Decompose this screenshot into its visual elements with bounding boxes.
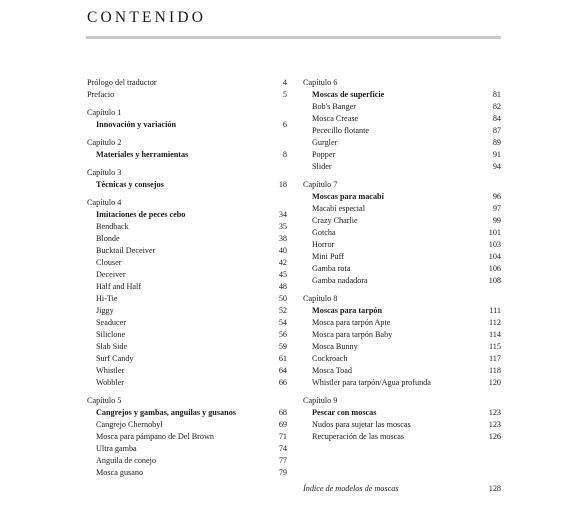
toc-entry-page: 117 <box>489 354 501 363</box>
chapter-number: Capítulo 9 <box>303 396 338 405</box>
toc-entry-page: 103 <box>488 240 501 249</box>
toc-row[interactable] <box>87 209 287 221</box>
toc-row[interactable] <box>87 329 287 341</box>
toc-entry-page: 99 <box>492 216 501 225</box>
toc-row[interactable] <box>87 443 287 455</box>
toc-entry-label: Cangrejo Chernobyl <box>96 420 163 429</box>
toc-entry-label: Índice de modelos de moscas <box>303 484 399 493</box>
toc-entry-page: 6 <box>282 120 287 129</box>
toc-entry-page: 84 <box>492 114 501 123</box>
toc-entry-label: Blonde <box>96 234 120 243</box>
toc-entry-label: Crazy Charlie <box>312 216 358 225</box>
chapter-number: Capítulo 3 <box>87 168 122 177</box>
toc-row[interactable] <box>303 263 501 275</box>
toc-entry-page: 66 <box>278 378 287 387</box>
toc-row[interactable] <box>303 419 501 431</box>
toc-chapter-section <box>303 395 501 443</box>
chapter-number: Capítulo 6 <box>303 78 338 87</box>
toc-entry-page: 71 <box>278 432 287 441</box>
toc-entry-label: Gotcha <box>312 228 336 237</box>
toc-entry-page: 74 <box>278 444 287 453</box>
toc-row[interactable] <box>303 191 501 203</box>
toc-chapter-section <box>303 293 501 389</box>
toc-entry-page: 34 <box>278 210 287 219</box>
toc-entry-page: 38 <box>278 234 287 243</box>
toc-entry-page: 126 <box>488 432 501 441</box>
toc-chapter-section <box>303 179 501 287</box>
toc-row[interactable] <box>303 125 501 137</box>
toc-entry-page: 5 <box>282 90 287 99</box>
toc-entry-page: 81 <box>492 90 501 99</box>
toc-entry-page: 56 <box>278 330 287 339</box>
toc-row[interactable] <box>87 341 287 353</box>
toc-left-column <box>87 77 287 485</box>
toc-entry-label: Whistler para tarpón/Agua profunda <box>312 378 431 387</box>
toc-row[interactable] <box>303 431 501 443</box>
toc-row[interactable] <box>303 341 501 353</box>
chapter-number: Capítulo 5 <box>87 396 122 405</box>
toc-chapter-section <box>87 107 287 131</box>
toc-entry-page: 87 <box>492 126 501 135</box>
toc-entry-page: 18 <box>278 180 287 189</box>
toc-row[interactable] <box>303 215 501 227</box>
toc-entry-label: Horror <box>312 240 335 249</box>
toc-row[interactable] <box>87 179 287 191</box>
toc-entry-label: Bucktail Deceiver <box>96 246 156 255</box>
toc-entry-label: Mosca Bunny <box>312 342 358 351</box>
toc-entry-label: Pececillo flotante <box>312 126 370 135</box>
toc-entry-label: Gamba nadadora <box>312 276 368 285</box>
toc-front-matter <box>87 77 287 101</box>
toc-entry-label: Recuperación de las moscas <box>312 432 405 441</box>
toc-entry-label: Slider <box>312 162 332 171</box>
toc-entry-page: 79 <box>278 468 287 477</box>
toc-entry-label: Macabí especial <box>312 204 365 213</box>
toc-row[interactable] <box>303 113 501 125</box>
toc-row[interactable] <box>87 245 287 257</box>
toc-row[interactable] <box>87 305 287 317</box>
toc-chapter-section <box>87 395 287 479</box>
toc-chapter-section <box>87 197 287 389</box>
toc-entry-label: Cangrejos y gambas, anguilas y gusanos <box>96 408 236 417</box>
toc-entry-label: Imitaciones de peces cebo <box>96 210 186 219</box>
toc-entry-label: Mosca Toad <box>312 366 352 375</box>
toc-entry-label: Innovación y variación <box>96 120 177 129</box>
toc-entry-label: Mini Puff <box>312 252 344 261</box>
toc-row[interactable] <box>87 221 287 233</box>
toc-entry-label: Mosca Crease <box>312 114 359 123</box>
toc-row[interactable] <box>87 149 287 161</box>
toc-index-entry[interactable] <box>303 483 501 495</box>
toc-row[interactable] <box>87 77 287 89</box>
toc-entry-label: Bendback <box>96 222 129 231</box>
toc-row[interactable] <box>87 269 287 281</box>
toc-entry-page: 69 <box>278 420 287 429</box>
toc-entry-label: Popper <box>312 150 336 159</box>
toc-entry-label: Jiggy <box>96 306 114 315</box>
toc-entry-page: 54 <box>278 318 287 327</box>
toc-row[interactable] <box>303 275 501 287</box>
toc-entry-label: Gamba rota <box>312 264 351 273</box>
toc-entry-page: 101 <box>488 228 501 237</box>
toc-entry-label: Materiales y herramientas <box>96 150 189 159</box>
toc-entry-page: 35 <box>278 222 287 231</box>
toc-row[interactable] <box>87 353 287 365</box>
toc-entry-label: Pescar con moscas <box>312 408 377 417</box>
toc-entry-page: 111 <box>489 306 501 315</box>
toc-entry-label: Ultra gamba <box>96 444 137 453</box>
toc-row[interactable] <box>303 365 501 377</box>
toc-entry-page: 50 <box>278 294 287 303</box>
toc-entry-label: Mosca para pámpano de Del Brown <box>96 432 214 441</box>
toc-row[interactable] <box>303 353 501 365</box>
toc-entry-label: Prefacio <box>87 90 115 99</box>
toc-row[interactable] <box>303 137 501 149</box>
toc-row[interactable] <box>87 257 287 269</box>
toc-entry-page: 108 <box>488 276 501 285</box>
toc-row[interactable] <box>87 281 287 293</box>
chapter-number: Capítulo 8 <box>303 294 338 303</box>
toc-entry-label: Técnicas y consejos <box>96 180 164 189</box>
toc-row[interactable] <box>303 203 501 215</box>
toc-entry-page: 97 <box>492 204 501 213</box>
toc-entry-label: Clouser <box>96 258 122 267</box>
toc-right-column <box>303 77 501 449</box>
toc-entry-label: Mosca para tarpón Baby <box>312 330 393 339</box>
toc-entry-page: 96 <box>492 192 501 201</box>
toc-entry-page: 82 <box>492 102 501 111</box>
toc-entry-label: Wobbler <box>96 378 124 387</box>
toc-row[interactable] <box>87 407 287 419</box>
toc-entry-label: Slab Side <box>96 342 128 351</box>
toc-row[interactable] <box>303 101 501 113</box>
toc-row[interactable] <box>303 329 501 341</box>
toc-entry-page: 45 <box>278 270 287 279</box>
toc-chapter-section <box>87 137 287 161</box>
toc-entry-page: 52 <box>278 306 287 315</box>
toc-row[interactable] <box>303 149 501 161</box>
toc-entry-page: 104 <box>488 252 501 261</box>
toc-entry-label: Cockroach <box>312 354 348 363</box>
toc-entry-label: Mosca gusano <box>96 468 144 477</box>
toc-entry-page: 64 <box>278 366 287 375</box>
toc-row[interactable] <box>303 377 501 389</box>
chapter-number: Capítulo 2 <box>87 138 122 147</box>
toc-entry-page: 40 <box>278 246 287 255</box>
toc-row[interactable] <box>87 89 287 101</box>
toc-entry-label: Bob's Banger <box>312 102 356 111</box>
toc-row[interactable] <box>87 455 287 467</box>
toc-chapter-section <box>303 77 501 173</box>
toc-entry-label: Moscas de superficie <box>312 90 385 99</box>
toc-entry-page: 91 <box>492 150 501 159</box>
toc-entry-label: Deceiver <box>96 270 126 279</box>
toc-row[interactable] <box>303 227 501 239</box>
toc-entry-page: 89 <box>492 138 501 147</box>
toc-row[interactable] <box>87 365 287 377</box>
toc-entry-page: 94 <box>492 162 501 171</box>
toc-entry-label: Surf Candy <box>96 354 134 363</box>
toc-entry-page: 48 <box>278 282 287 291</box>
toc-entry-page: 123 <box>488 408 501 417</box>
toc-entry-label: Whistler <box>96 366 125 375</box>
toc-entry-page: 77 <box>278 456 287 465</box>
toc-entry-page: 42 <box>278 258 287 267</box>
chapter-number: Capítulo 1 <box>87 108 122 117</box>
toc-row[interactable] <box>303 239 501 251</box>
toc-entry-page: 61 <box>278 354 287 363</box>
toc-row[interactable] <box>87 431 287 443</box>
toc-row[interactable] <box>87 419 287 431</box>
toc-entry-label: Anguila de conejo <box>96 456 157 465</box>
toc-entry-page: 123 <box>488 420 501 429</box>
toc-entry-label: Gurgler <box>312 138 338 147</box>
chapter-number: Capítulo 4 <box>87 198 122 207</box>
toc-entry-label: Seaducer <box>96 318 127 327</box>
chapter-number: Capítulo 7 <box>303 180 338 189</box>
toc-entry-label: Half and Half <box>96 282 142 291</box>
toc-row[interactable] <box>303 305 501 317</box>
toc-row[interactable] <box>303 89 501 101</box>
toc-row[interactable] <box>87 467 287 479</box>
toc-row[interactable] <box>303 161 501 173</box>
toc-row[interactable] <box>303 317 501 329</box>
toc-entry-page: 106 <box>488 264 501 273</box>
toc-row[interactable] <box>303 251 501 263</box>
toc-row[interactable] <box>87 317 287 329</box>
page-title: CONTENIDO <box>87 9 207 26</box>
toc-entry-page: 112 <box>489 318 501 327</box>
toc-entry-page: 115 <box>489 342 501 351</box>
toc-entry-page: 4 <box>282 78 287 87</box>
toc-entry-label: Mosca para tarpón Apte <box>312 318 391 327</box>
toc-row[interactable] <box>87 293 287 305</box>
toc-row[interactable] <box>87 233 287 245</box>
toc-row[interactable] <box>87 119 287 131</box>
toc-entry-page: 128 <box>488 484 501 493</box>
toc-entry-page: 8 <box>282 150 287 159</box>
toc-entry-page: 59 <box>278 342 287 351</box>
toc-entry-label: Moscas para tarpón <box>312 306 383 315</box>
toc-entry-label: Nudos para sujetar las moscas <box>312 420 411 429</box>
toc-entry-page: 68 <box>278 408 287 417</box>
toc-row[interactable] <box>87 377 287 389</box>
toc-entry-page: 118 <box>489 366 501 375</box>
toc-entry-label: Siliclone <box>96 330 126 339</box>
toc-chapter-section <box>87 167 287 191</box>
toc-entry-label: Hi-Tie <box>96 294 118 303</box>
title-divider <box>86 36 501 39</box>
toc-entry-page: 114 <box>489 330 501 339</box>
toc-row[interactable] <box>303 483 501 495</box>
toc-entry-page: 120 <box>488 378 501 387</box>
toc-row[interactable] <box>303 407 501 419</box>
toc-entry-label: Prólogo del traductor <box>87 78 157 87</box>
toc-entry-label: Moscas para macabí <box>312 192 384 201</box>
